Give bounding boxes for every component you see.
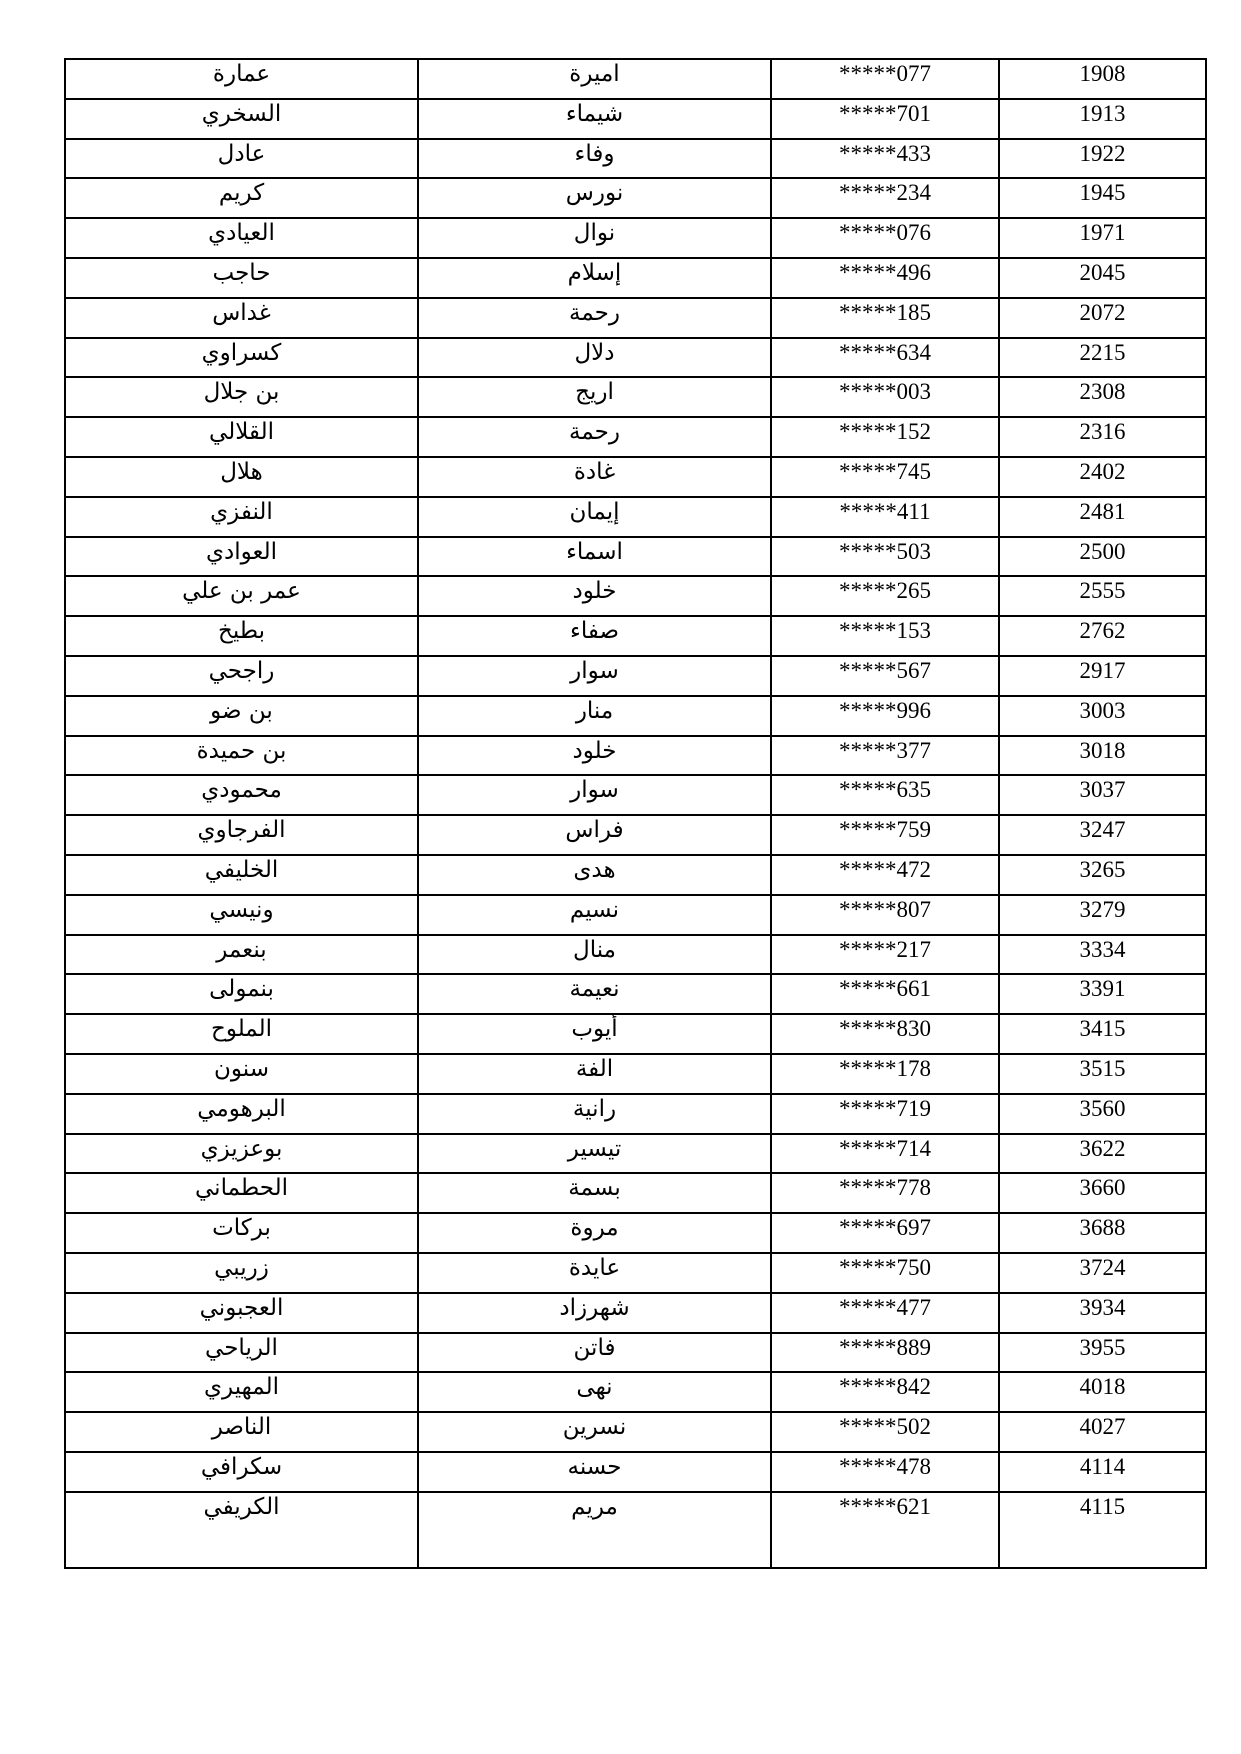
number-cell: 3934 (999, 1293, 1206, 1333)
first-name-cell: نسرين (418, 1412, 771, 1452)
masked-id-cell: *****234 (771, 178, 999, 218)
surname-cell: البرهومي (65, 1094, 418, 1134)
table-row (65, 1173, 1206, 1213)
masked-id-cell: *****759 (771, 815, 999, 855)
first-name-cell: هدى (418, 855, 771, 895)
table-row (65, 537, 1206, 577)
number-cell: 2917 (999, 656, 1206, 696)
number-cell: 4027 (999, 1412, 1206, 1452)
masked-id-cell: *****153 (771, 616, 999, 656)
masked-id-cell: *****635 (771, 775, 999, 815)
masked-id-cell: *****842 (771, 1372, 999, 1412)
masked-id-cell: *****830 (771, 1014, 999, 1054)
surname-cell: عمر بن علي (65, 576, 418, 616)
number-cell: 2500 (999, 537, 1206, 577)
table-row (65, 417, 1206, 457)
surname-cell: الملوح (65, 1014, 418, 1054)
surname-cell: العوادي (65, 537, 418, 577)
surname-cell: زريبي (65, 1253, 418, 1293)
first-name-cell: صفاء (418, 616, 771, 656)
table-row (65, 656, 1206, 696)
number-cell: 2215 (999, 338, 1206, 378)
masked-id-cell: *****433 (771, 139, 999, 179)
masked-id-cell: *****472 (771, 855, 999, 895)
number-cell: 1945 (999, 178, 1206, 218)
masked-id-cell: *****661 (771, 974, 999, 1014)
table-row (65, 616, 1206, 656)
first-name-cell: فراس (418, 815, 771, 855)
masked-id-cell: *****634 (771, 338, 999, 378)
number-cell: 2762 (999, 616, 1206, 656)
table-row (65, 1213, 1206, 1253)
surname-cell: الناصر (65, 1412, 418, 1452)
masked-id-cell: *****567 (771, 656, 999, 696)
masked-id-cell: *****621 (771, 1492, 999, 1568)
masked-id-cell: *****152 (771, 417, 999, 457)
masked-id-cell: *****778 (771, 1173, 999, 1213)
surname-cell: عمارة (65, 59, 418, 99)
masked-id-cell: *****178 (771, 1054, 999, 1094)
masked-id-cell: *****701 (771, 99, 999, 139)
masked-id-cell: *****478 (771, 1452, 999, 1492)
surname-cell: الرياحي (65, 1333, 418, 1373)
names-table (64, 58, 1207, 1569)
surname-cell: العجبوني (65, 1293, 418, 1333)
surname-cell: غداس (65, 298, 418, 338)
first-name-cell: مروة (418, 1213, 771, 1253)
first-name-cell: نسيم (418, 895, 771, 935)
table-row (65, 338, 1206, 378)
surname-cell: الحطماني (65, 1173, 418, 1213)
masked-id-cell: *****217 (771, 935, 999, 975)
first-name-cell: منال (418, 935, 771, 975)
surname-cell: الكريفي (65, 1492, 418, 1568)
number-cell: 4114 (999, 1452, 1206, 1492)
table-row (65, 1054, 1206, 1094)
first-name-cell: وفاء (418, 139, 771, 179)
masked-id-cell: *****077 (771, 59, 999, 99)
number-cell: 3018 (999, 736, 1206, 776)
table-row (65, 377, 1206, 417)
surname-cell: النفزي (65, 497, 418, 537)
masked-id-cell: *****745 (771, 457, 999, 497)
number-cell: 3391 (999, 974, 1206, 1014)
surname-cell: بن جلال (65, 377, 418, 417)
table-row (65, 497, 1206, 537)
table-row (65, 1452, 1206, 1492)
number-cell: 3003 (999, 696, 1206, 736)
masked-id-cell: *****411 (771, 497, 999, 537)
first-name-cell: اميرة (418, 59, 771, 99)
number-cell: 2072 (999, 298, 1206, 338)
masked-id-cell: *****076 (771, 218, 999, 258)
first-name-cell: رانية (418, 1094, 771, 1134)
number-cell: 2316 (999, 417, 1206, 457)
masked-id-cell: *****265 (771, 576, 999, 616)
surname-cell: كسراوي (65, 338, 418, 378)
surname-cell: محمودي (65, 775, 418, 815)
table-row (65, 855, 1206, 895)
masked-id-cell: *****477 (771, 1293, 999, 1333)
number-cell: 1922 (999, 139, 1206, 179)
surname-cell: بوعزيزي (65, 1134, 418, 1174)
surname-cell: بركات (65, 1213, 418, 1253)
number-cell: 2045 (999, 258, 1206, 298)
first-name-cell: منار (418, 696, 771, 736)
first-name-cell: اريج (418, 377, 771, 417)
number-cell: 3279 (999, 895, 1206, 935)
masked-id-cell: *****996 (771, 696, 999, 736)
surname-cell: بنمولى (65, 974, 418, 1014)
first-name-cell: حسنه (418, 1452, 771, 1492)
table-row (65, 457, 1206, 497)
table-row (65, 736, 1206, 776)
surname-cell: سنون (65, 1054, 418, 1094)
table-row (65, 1253, 1206, 1293)
masked-id-cell: *****502 (771, 1412, 999, 1452)
number-cell: 4018 (999, 1372, 1206, 1412)
first-name-cell: شهرزاد (418, 1293, 771, 1333)
number-cell: 3265 (999, 855, 1206, 895)
surname-cell: بطيخ (65, 616, 418, 656)
first-name-cell: الفة (418, 1054, 771, 1094)
first-name-cell: فاتن (418, 1333, 771, 1373)
table-row (65, 218, 1206, 258)
masked-id-cell: *****750 (771, 1253, 999, 1293)
table-row (65, 258, 1206, 298)
first-name-cell: نعيمة (418, 974, 771, 1014)
first-name-cell: أيوب (418, 1014, 771, 1054)
number-cell: 3724 (999, 1253, 1206, 1293)
surname-cell: بنعمر (65, 935, 418, 975)
first-name-cell: دلال (418, 338, 771, 378)
number-cell: 2308 (999, 377, 1206, 417)
surname-cell: هلال (65, 457, 418, 497)
table-row (65, 178, 1206, 218)
table-row (65, 895, 1206, 935)
table-row (65, 1094, 1206, 1134)
masked-id-cell: *****377 (771, 736, 999, 776)
first-name-cell: إسلام (418, 258, 771, 298)
number-cell: 3415 (999, 1014, 1206, 1054)
surname-cell: المهيري (65, 1372, 418, 1412)
surname-cell: بن حميدة (65, 736, 418, 776)
first-name-cell: شيماء (418, 99, 771, 139)
masked-id-cell: *****003 (771, 377, 999, 417)
number-cell: 3334 (999, 935, 1206, 975)
number-cell: 3247 (999, 815, 1206, 855)
number-cell: 3560 (999, 1094, 1206, 1134)
table-row (65, 696, 1206, 736)
table-row (65, 99, 1206, 139)
first-name-cell: رحمة (418, 417, 771, 457)
first-name-cell: رحمة (418, 298, 771, 338)
first-name-cell: نورس (418, 178, 771, 218)
first-name-cell: سوار (418, 656, 771, 696)
table-row (65, 1492, 1206, 1568)
masked-id-cell: *****719 (771, 1094, 999, 1134)
number-cell: 1908 (999, 59, 1206, 99)
first-name-cell: خلود (418, 736, 771, 776)
number-cell: 2481 (999, 497, 1206, 537)
table-row (65, 298, 1206, 338)
number-cell: 3622 (999, 1134, 1206, 1174)
first-name-cell: تيسير (418, 1134, 771, 1174)
number-cell: 3515 (999, 1054, 1206, 1094)
masked-id-cell: *****503 (771, 537, 999, 577)
first-name-cell: بسمة (418, 1173, 771, 1213)
table-row (65, 139, 1206, 179)
masked-id-cell: *****185 (771, 298, 999, 338)
masked-id-cell: *****697 (771, 1213, 999, 1253)
surname-cell: حاجب (65, 258, 418, 298)
surname-cell: ونيسي (65, 895, 418, 935)
surname-cell: بن ضو (65, 696, 418, 736)
masked-id-cell: *****496 (771, 258, 999, 298)
number-cell: 3955 (999, 1333, 1206, 1373)
table-row (65, 59, 1206, 99)
surname-cell: سكرافي (65, 1452, 418, 1492)
table-row (65, 775, 1206, 815)
first-name-cell: مريم (418, 1492, 771, 1568)
table-row (65, 576, 1206, 616)
table-body (65, 59, 1206, 1568)
table-row (65, 1372, 1206, 1412)
first-name-cell: نوال (418, 218, 771, 258)
number-cell: 3660 (999, 1173, 1206, 1213)
table-row (65, 1333, 1206, 1373)
surname-cell: الفرجاوي (65, 815, 418, 855)
first-name-cell: خلود (418, 576, 771, 616)
number-cell: 3037 (999, 775, 1206, 815)
first-name-cell: إيمان (418, 497, 771, 537)
table-row (65, 1014, 1206, 1054)
number-cell: 2402 (999, 457, 1206, 497)
table-row (65, 1293, 1206, 1333)
table-row (65, 1134, 1206, 1174)
surname-cell: القلالي (65, 417, 418, 457)
number-cell: 2555 (999, 576, 1206, 616)
surname-cell: السخري (65, 99, 418, 139)
masked-id-cell: *****889 (771, 1333, 999, 1373)
number-cell: 1913 (999, 99, 1206, 139)
number-cell: 4115 (999, 1492, 1206, 1568)
surname-cell: الخليفي (65, 855, 418, 895)
masked-id-cell: *****807 (771, 895, 999, 935)
table-row (65, 935, 1206, 975)
first-name-cell: نهى (418, 1372, 771, 1412)
surname-cell: عادل (65, 139, 418, 179)
surname-cell: كريم (65, 178, 418, 218)
table-row (65, 974, 1206, 1014)
first-name-cell: غادة (418, 457, 771, 497)
first-name-cell: اسماء (418, 537, 771, 577)
number-cell: 1971 (999, 218, 1206, 258)
first-name-cell: عايدة (418, 1253, 771, 1293)
surname-cell: راجحي (65, 656, 418, 696)
masked-id-cell: *****714 (771, 1134, 999, 1174)
table-row (65, 815, 1206, 855)
first-name-cell: سوار (418, 775, 771, 815)
surname-cell: العيادي (65, 218, 418, 258)
table-row (65, 1412, 1206, 1452)
number-cell: 3688 (999, 1213, 1206, 1253)
